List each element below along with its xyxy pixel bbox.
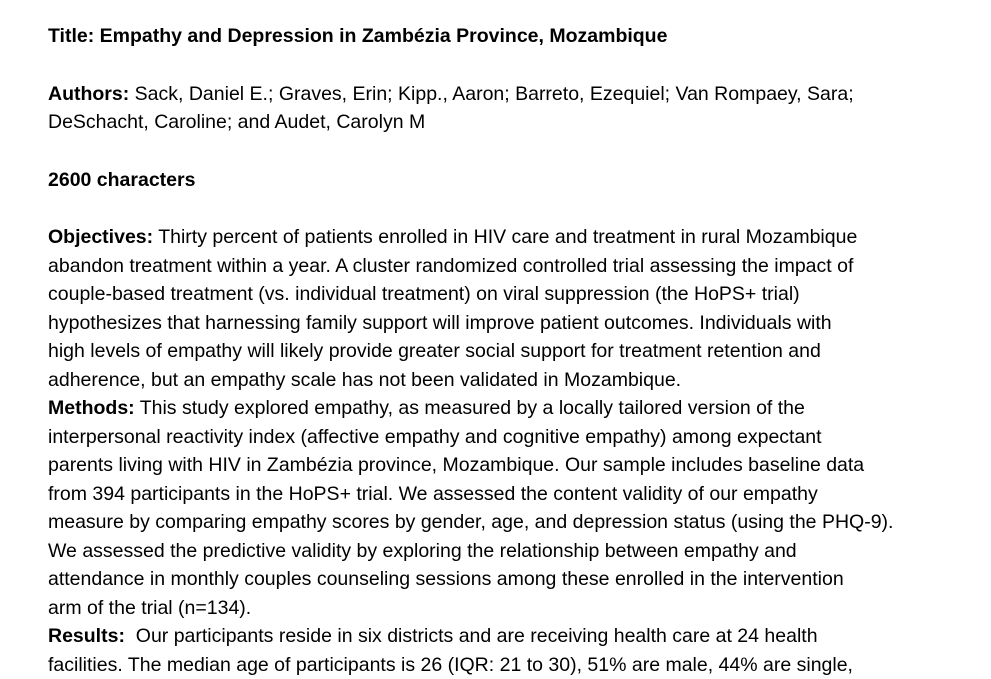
authors-label: Authors: <box>48 82 130 105</box>
authors-paragraph <box>48 80 978 137</box>
objectives-line: hypothesizes that harnessing family support will improve patient outcomes. Individuals with <box>48 311 832 334</box>
document-page <box>48 22 978 679</box>
results-label: Results: <box>48 625 125 647</box>
objectives-label: Objectives: <box>48 226 154 248</box>
methods-line: measure by comparing empathy scores by gender, age, and depression status (using the PHQ-9). <box>48 511 894 533</box>
results-text: Our participants reside in six districts and are receiving health care at 24 health <box>124 625 818 647</box>
methods-line: parents living with HIV in Zambézia province, Mozambique. Our sample includes baseline data <box>48 454 865 476</box>
methods-line: We assessed the predictive validity by exploring the relationship between empathy and <box>48 539 797 562</box>
results-line: facilities. The median age of participants is 26 (IQR: 21 to 30), 51% are male, 44% are single, <box>48 653 853 676</box>
authors-line-1 <box>48 80 978 109</box>
methods-line: attendance in monthly couples counseling sessions among these enrolled in the intervention <box>48 568 844 590</box>
spacer <box>48 194 978 223</box>
results-paragraph <box>48 622 978 679</box>
objectives-line: abandon treatment within a year. A cluster randomized controlled trial assessing the impact of <box>48 254 854 277</box>
objectives-line: adherence, but an empathy scale has not been validated in Mozambique. <box>48 368 682 391</box>
methods-line <box>48 394 978 423</box>
spacer <box>48 51 978 80</box>
methods-paragraph <box>48 394 978 622</box>
methods-text: This study explored empathy, as measured by a locally tailored version of the <box>134 397 805 419</box>
methods-line: interpersonal reactivity index (affective empathy and cognitive empathy) among expectant <box>48 425 822 448</box>
methods-line: from 394 participants in the HoPS+ trial. We assessed the content validity of our empathy <box>48 482 818 505</box>
methods-label: Methods: <box>48 397 135 419</box>
objectives-line: high levels of empathy will likely provide greater social support for treatment retention and <box>48 340 821 362</box>
results-line <box>48 622 978 651</box>
character-count: 2600 characters <box>48 168 196 191</box>
spacer <box>48 137 978 166</box>
objectives-text: Thirty percent of patients enrolled in HIV care and treatment in rural Mozambique <box>153 226 858 248</box>
objectives-line: couple-based treatment (vs. individual treatment) on viral suppression (the HoPS+ trial) <box>48 283 800 305</box>
authors-line-2: DeSchacht, Caroline; and Audet, Carolyn M <box>48 111 426 133</box>
methods-line: arm of the trial (n=134). <box>48 596 252 619</box>
authors-text-1: Sack, Daniel E.; Graves, Erin; Kipp., Aaron; Barreto, Ezequiel; Van Rompaey, Sara; <box>129 82 854 105</box>
objectives-line <box>48 223 978 252</box>
document-title: Title: Empathy and Depression in Zambézia Province, Mozambique <box>48 25 668 47</box>
objectives-paragraph <box>48 223 978 394</box>
